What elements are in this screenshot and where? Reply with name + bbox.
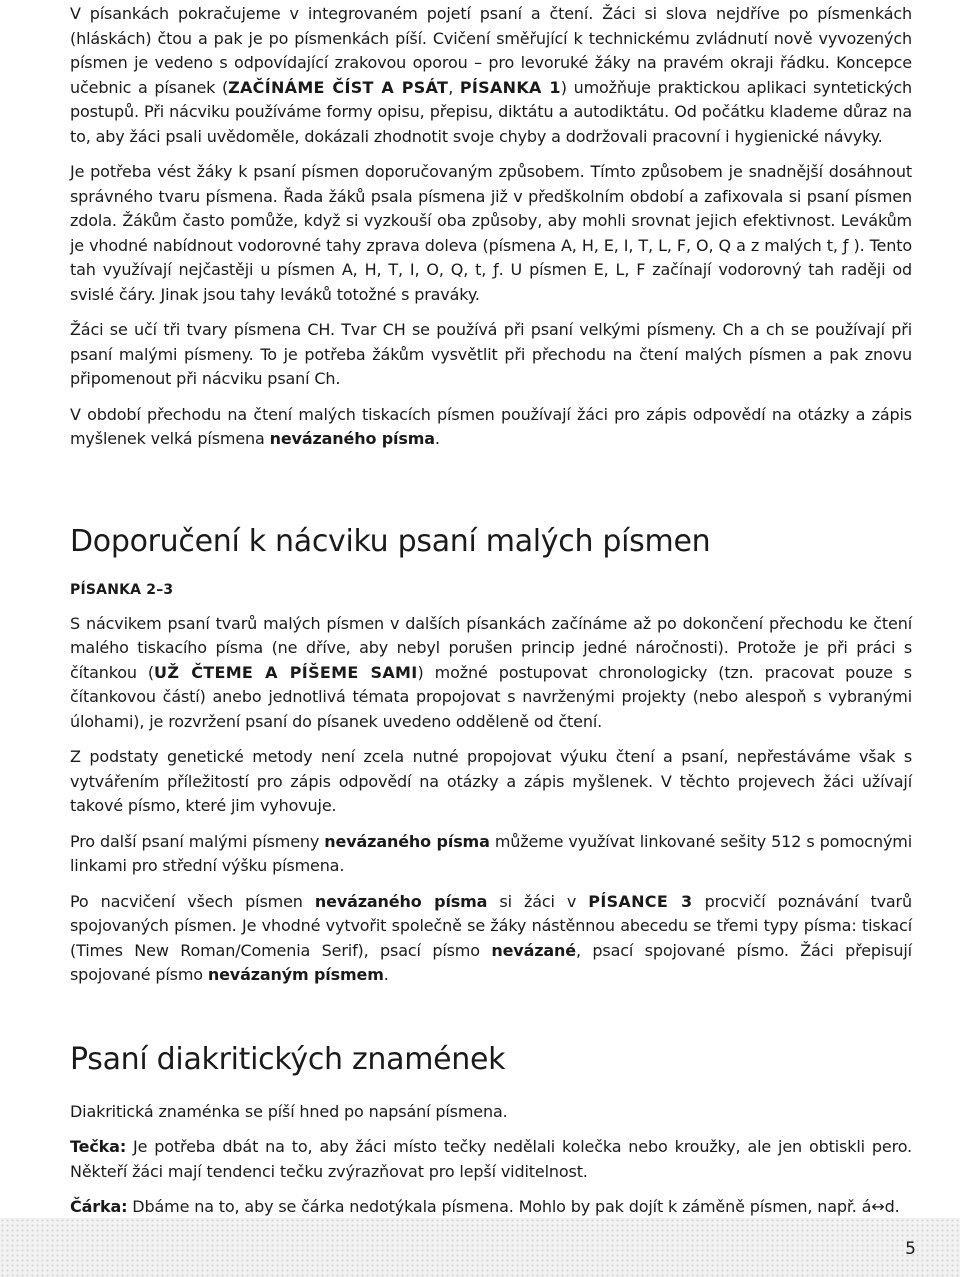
book-title-pisanka-3: PÍSANCE 3 [588,891,693,911]
bold-term: nevázané [491,940,576,960]
intro-paragraph-3: Žáci se učí tři tvary písmena CH. Tvar CH se používá při psaní velkými písmeny. Ch a ch se používají při psaní malými písmeny. To je potřeba žákům vysvětlit při přechodu na čtení malých písmen a pak znovu připomenout při nácviku psaní Ch. [70,320,912,388]
section-heading-lowercase: Doporučení k nácviku psaní malých písmen [70,523,711,559]
bold-term: nevázaného písma [314,891,488,911]
term-label-carka: Čárka: [70,1197,128,1216]
text-run: V písankách pokračujeme v integrovaném pojetí psaní a čtení. Žáci si slova nejdříve po písmenkách (hláskách) čtou a pak je po písmenkách píší. Cvičení směřující k technickému zvládnutí nově vyvozených písmen je vedeno s odpovídající zrakovou oporou – pro levoruké žáky na pravém okraji řádku. Koncepce učebnic a písanek ( [70,4,912,97]
text-run: V období přechodu na čtení malých tiskacích písmen používají žáci pro zápis odpovědí na otázky a zápis myšlenek velká písmena [70,404,912,448]
intro-paragraph-1 [70,2,912,149]
section1-paragraph-1 [70,612,912,735]
section1-paragraph-2: Z podstaty genetické metody není zcela nutné propojovat výuku čtení a psaní, nepřestáváme však s vytvářením příležitostí pro zápis odpovědí na otázky a zápis myšlenek. V těchto projevech žáci užívají takové písmo, které jim vyhovuje. [70,747,912,815]
text-run: Dbáme na to, aby se čárka nedotýkala písmena. Mohlo by pak dojít k záměně písmen, např. á [127,1197,872,1216]
book-title-pisanka-1: PÍSANKA 1 [459,77,561,97]
text-run: ) umožňuje praktickou aplikaci syntetických postupů. Při nácviku používáme formy opisu, přepisu, diktátu a autodiktátu. Od počátku klademe důraz na to, aby žáci psali uvědoměle, dokázali zhodnotit svoje chyby a dodržovali pracovní i hygienické návyky. [70,77,912,146]
text-run: Je potřeba dbát na to, aby žáci místo tečky nedělali kolečka nebo kroužky, ale jen obtiskli pero. Někteří žáci mají tendenci tečku zvýrazňovat pro lepší viditelnost. [70,1137,912,1181]
text-run: Po nacvičení všech písmen [70,891,315,911]
section2-paragraph-1: Diakritická znaménka se píší hned po napsání písmena. [70,1101,508,1121]
text-run: . [383,965,389,984]
text-run: Pro další psaní malými písmeny [70,831,325,851]
book-title-zaciname: ZAČÍNÁME ČÍST A PSÁT [228,77,449,97]
bold-term: nevázaného písma [324,831,490,851]
double-arrow-icon: ↔ [871,1197,885,1216]
page-content [70,2,912,1231]
footer-dotted-band [0,1218,960,1277]
text-run: , psací spojované písmo. Žáci přepisují spojované písmo [70,940,912,984]
intro-paragraph-4 [70,403,912,452]
bold-term: nevázaného písma [269,429,435,448]
section-heading-diacritics: Psaní diakritických znamének [70,1041,506,1077]
text-run: ) možné postupovat chronologicky (tzn. pracovat pouze s čítankovou částí) anebo jednotlivá témata propojovat s navrženými projekty (nebo alespoň s vybranými úlohami), je rozvržení psaní do písanek uvedeno odděleně od čtení. [70,662,912,731]
text-run: můžeme využívat linkované sešity 512 s pomocnými linkami pro střední výšku písmena. [70,831,912,875]
page-number: 5 [905,1239,916,1259]
text-run: procvičí poznávání tvarů spojovaných písmen. Je vhodné vytvořit společně se žáky nástěnnou abecedu se třemi typy písma: tiskací (Times New Roman/Comenia Serif), psací písmo [70,891,912,960]
section2-paragraph-tecka [70,1135,912,1184]
intro-paragraph-2: Je potřeba vést žáky k psaní písmen doporučovaným způsobem. Tímto způsobem je snadnější dosáhnout správného tvaru písmena. Řada žáků psala písmena již v předškolním období a zafixovala si psaní písmen zdola. Žákům často pomůže, když si vyzkouší oba způsoby, aby mohli srovnat jejich efektivnost. Levákům je vhodné nabídnout vodorovné tahy zprava doleva (písmena A, H, E, I, T, L, F, O, Q a z malých t, ƒ ). Tento tah využívají nejčastěji u písmen A, H, T, I, O, Q, t, ƒ. U písmen E, L, F začínají vodorovný tah raději od svislé čáry. Jinak jsou tahy leváků totožné s praváky. [70,162,912,304]
section1-paragraph-4 [70,890,912,988]
book-title-uz-cteme: UŽ ČTEME A PÍŠEME SAMI [154,662,418,682]
bold-term: nevázaným písmem [207,965,384,984]
text-run: d. [884,1197,900,1216]
text-run: S nácvikem psaní tvarů malých písmen v dalších písankách začínáme až po dokončení přechodu ke čtení malého tiskacího písma (ne dříve, aby nebyl porušen princip jedné náročnosti). Protože je při práci s čítankou ( [70,613,912,682]
text-run: , [448,77,460,97]
text-run: . [434,429,440,448]
section-subheading-pisanka: PÍSANKA 2–3 [70,581,174,598]
text-run: si žáci v [487,891,589,911]
section1-paragraph-3 [70,830,912,879]
section2-paragraph-carka [70,1195,912,1220]
term-label-tecka: Tečka: [70,1137,127,1156]
